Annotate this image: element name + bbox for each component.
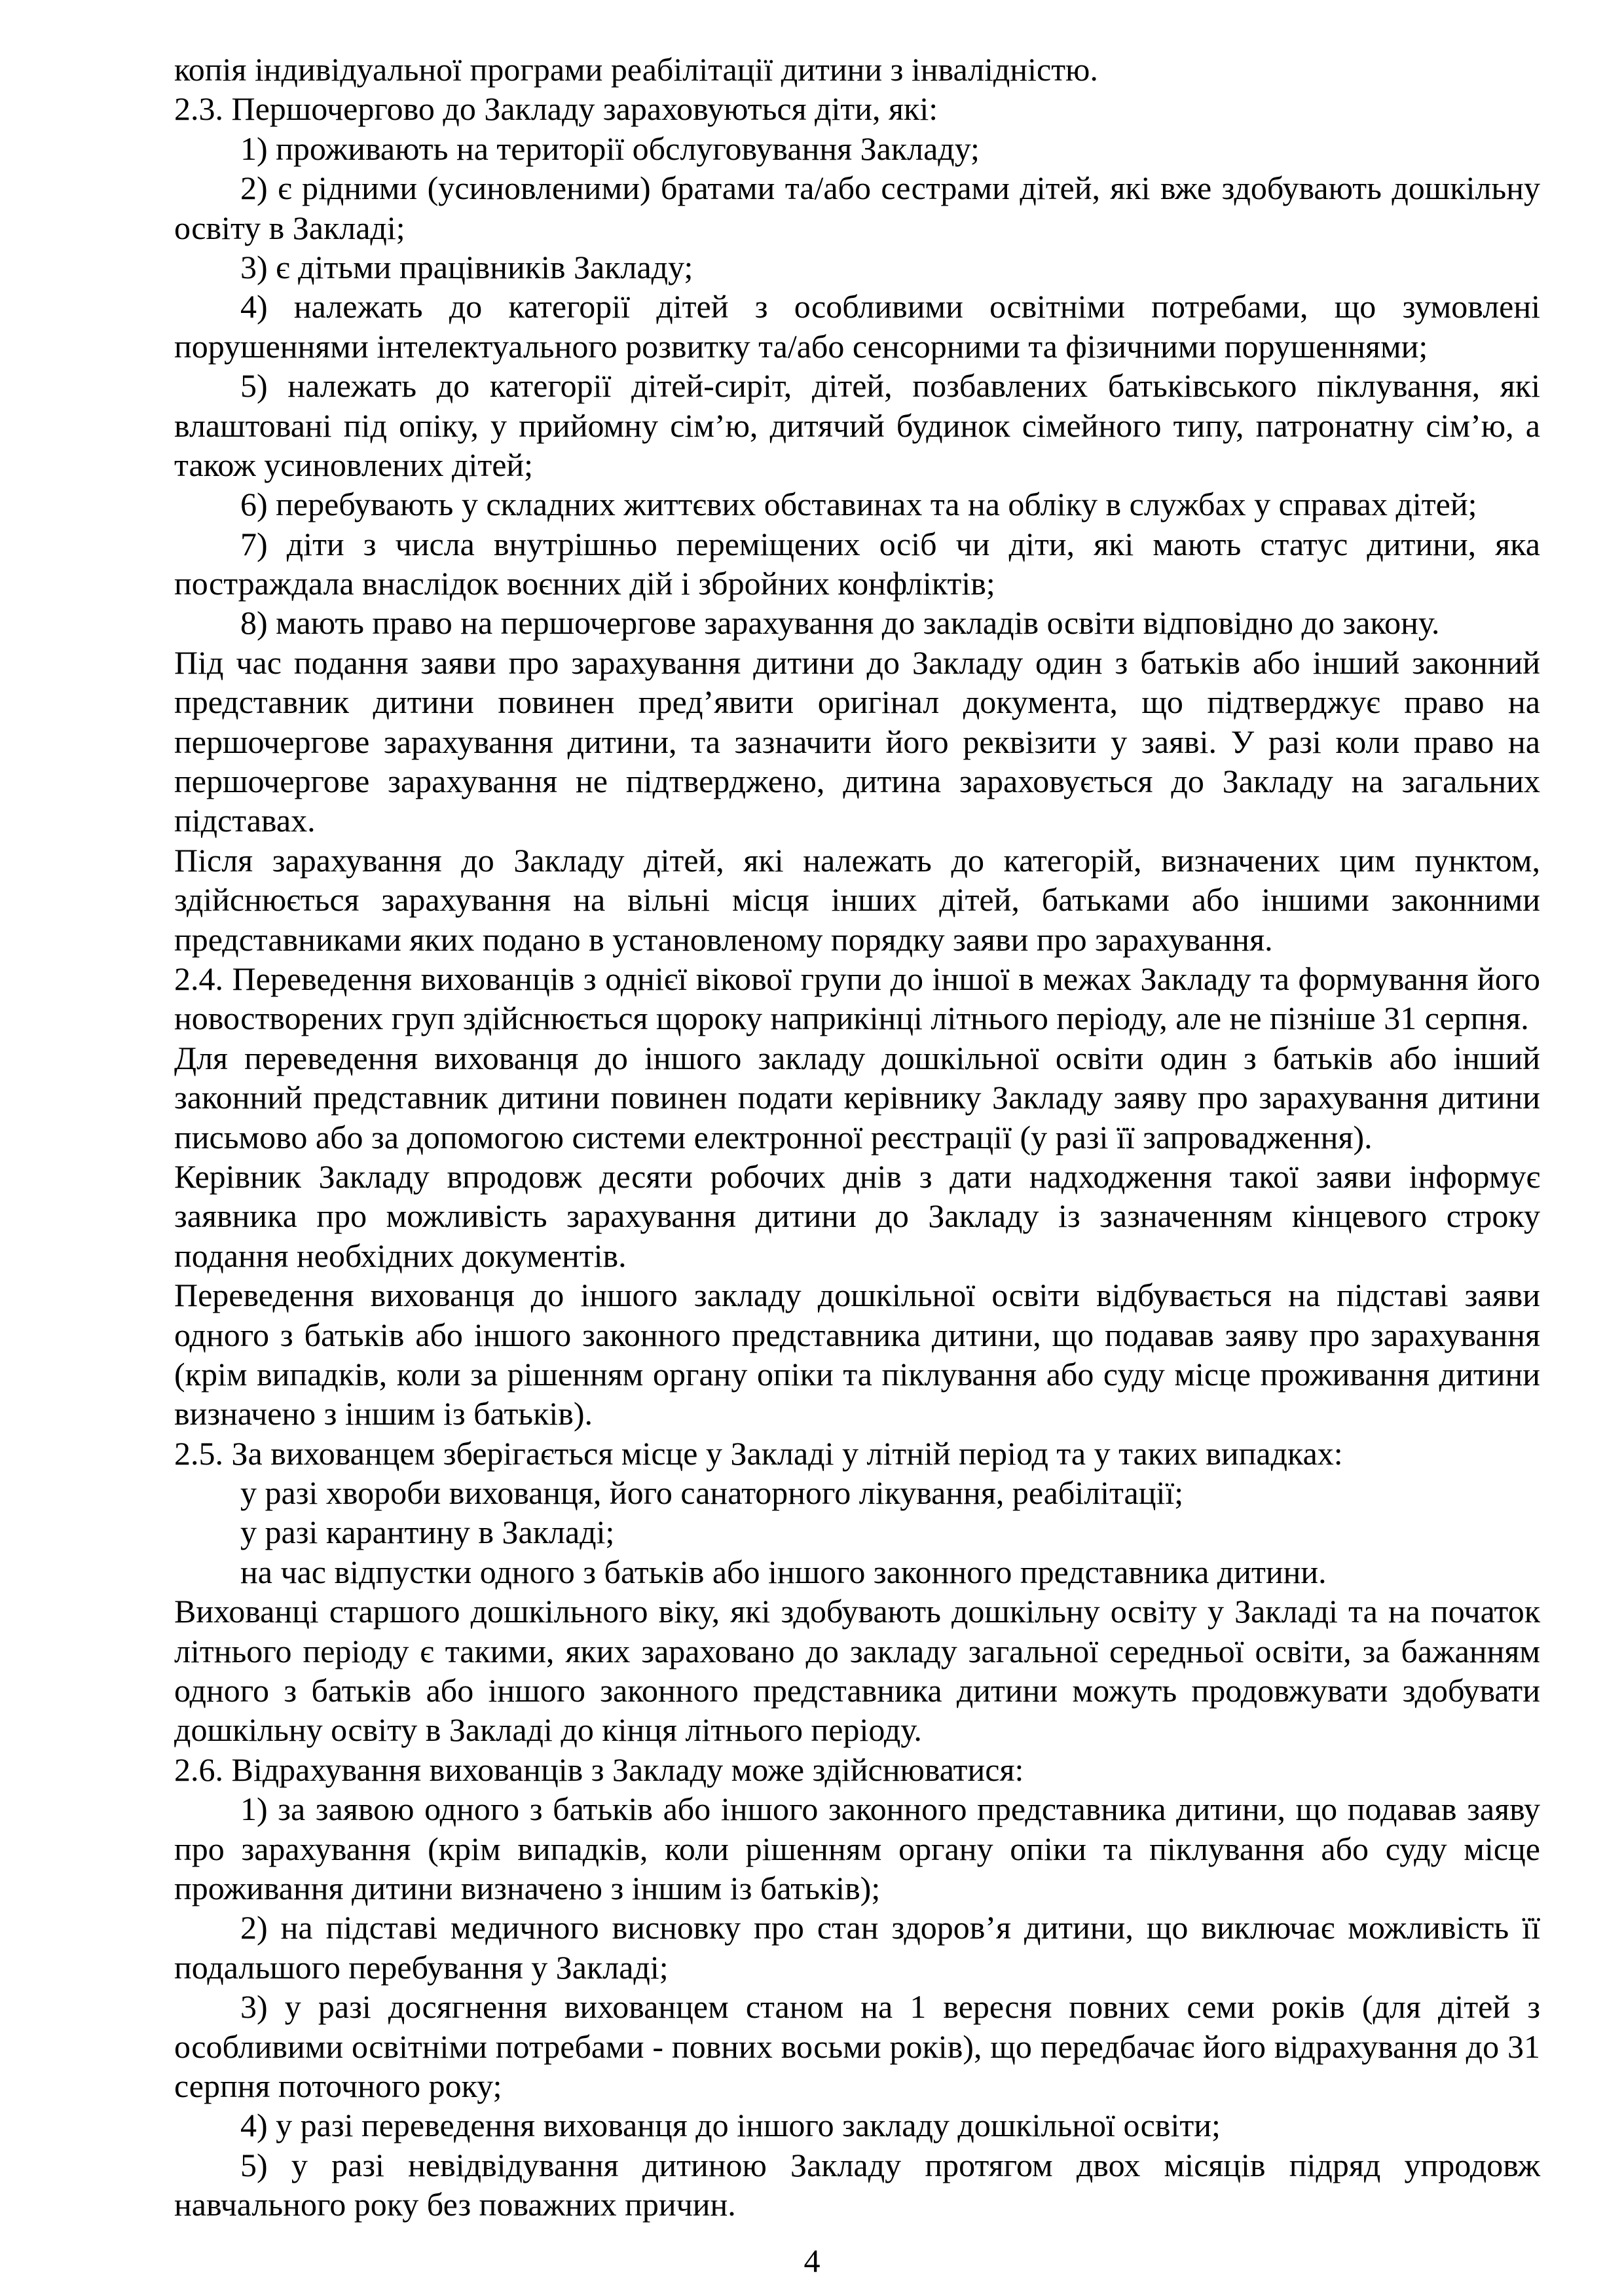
text-line: представник дитини повинен пред’явити оригінал документа, що підтверджує право на (174, 683, 1540, 721)
text-line: також усиновлених дітей; (174, 446, 534, 483)
list-item (174, 168, 1540, 247)
text-line: 4) належать до категорії дітей з особливими освітніми потребами, що зумовлені (240, 288, 1540, 325)
text-line: 5) у разі невідвідування дитиною Закладу протягом двох місяців підряд упродовж (240, 2146, 1540, 2183)
list-item (174, 1908, 1540, 1987)
page-number: 4 (803, 2242, 821, 2279)
text-line: 6) перебувають у складних життєвих обставинах та на обліку в службах у справах дітей; (240, 486, 1477, 523)
list-item (174, 1987, 1540, 2105)
paragraph (174, 1434, 1540, 1473)
paragraph (174, 841, 1540, 959)
text-line: у разі карантину в Закладі; (240, 1514, 615, 1551)
text-line: визначено з іншим із батьків). (174, 1395, 593, 1432)
text-line: 5) належать до категорії дітей-сиріт, дітей, позбавлених батьківського піклування, які (240, 367, 1540, 405)
paragraph (174, 1275, 1540, 1434)
paragraph (174, 1038, 1540, 1157)
text-line: дошкільну освіту в Закладі до кінця літнього періоду. (174, 1711, 922, 1749)
document-body (174, 50, 1540, 2224)
text-line: 2.3. Першочергово до Закладу зараховуються діти, які: (174, 90, 938, 128)
text-line: літнього періоду є такими, яких зараховано до закладу загальної середньої освіти, за бажанням (174, 1632, 1540, 1669)
text-line: подання необхідних документів. (174, 1237, 627, 1274)
text-line: 1) за заявою одного з батьків або іншого законного представника дитини, що подавав заяву (240, 1791, 1540, 1828)
paragraph (174, 50, 1540, 89)
text-line: 3) є дітьми працівників Закладу; (240, 248, 693, 285)
text-line: копія індивідуальної програми реабілітації дитини з інвалідністю. (174, 51, 1098, 88)
text-line: Для переведення вихованця до іншого закладу дошкільної освіти один з батьків або інший (174, 1039, 1540, 1076)
text-line: порушеннями інтелектуального розвитку та/або сенсорними та фізичними порушеннями; (174, 327, 1428, 365)
list-item (174, 2105, 1540, 2145)
text-line: 7) діти з числа внутрішньо переміщених осіб чи діти, які мають статус дитини, яка (240, 525, 1540, 562)
list-item (174, 1473, 1540, 1512)
text-line: Вихованці старшого дошкільного віку, які здобувають дошкільну освіту у Закладі та на початок (174, 1593, 1540, 1630)
text-line: на час відпустки одного з батьків або іншого законного представника дитини. (240, 1553, 1327, 1590)
list-item (174, 603, 1540, 642)
text-line: представниками яких подано в установленому порядку заяви про зарахування. (174, 920, 1273, 958)
list-item (174, 524, 1540, 604)
text-line: 2.4. Переведення вихованців з однієї вікової групи до іншої в межах Закладу та формування його (174, 960, 1540, 997)
text-line: (крім випадків, коли за рішенням органу опіки та піклування або суду місце проживання дитини (174, 1355, 1540, 1393)
text-line: письмово або за допомогою системи електронної реєстрації (у разі її запровадження). (174, 1118, 1373, 1156)
text-line: одного з батьків або іншого законного представника дитини можуть продовжувати здобувати (174, 1672, 1540, 1709)
list-item (174, 247, 1540, 287)
text-line: подальшого перебування у Закладі; (174, 1948, 669, 1986)
list-item (174, 129, 1540, 168)
text-line: 2) є рідними (усиновленими) братами та/або сестрами дітей, які вже здобувають дошкільну (240, 170, 1540, 207)
text-line: першочергове зарахування дитини, та зазначити його реквізити у заяві. У разі коли право на (174, 723, 1540, 760)
text-line: підставах. (174, 802, 316, 839)
paragraph (174, 959, 1540, 1038)
text-line: 4) у разі переведення вихованця до іншого закладу дошкільної освіти; (240, 2107, 1221, 2144)
text-line: постраждала внаслідок воєнних дій і збройних конфліктів; (174, 565, 995, 602)
list-item (174, 1552, 1540, 1592)
text-line: одного з батьків або іншого законного представника дитини, що подавав заяву про зарахування (174, 1316, 1540, 1353)
text-line: Переведення вихованця до іншого закладу дошкільної освіти відбувається на підставі заяви (174, 1277, 1540, 1314)
list-item (174, 287, 1540, 366)
text-line: у разі хвороби вихованця, його санаторного лікування, реабілітації; (240, 1474, 1184, 1512)
text-line: новостворених груп здійснюється щороку наприкінці літнього періоду, але не пізніше 31 серпня. (174, 1000, 1529, 1037)
paragraph (174, 1157, 1540, 1275)
paragraph (174, 643, 1540, 841)
text-line: 3) у разі досягнення вихованцем станом на 1 вересня повних семи років (для дітей з (240, 1988, 1540, 2026)
text-line: заявника про можливість зарахування дитини до Закладу із зазначенням кінцевого строку (174, 1197, 1540, 1235)
list-item (174, 484, 1540, 524)
text-line: законний представник дитини повинен подати керівнику Закладу заяву про зарахування дитини (174, 1079, 1540, 1116)
text-line: здійснюється зарахування на вільні місця інших дітей, батьками або іншими законними (174, 881, 1540, 919)
paragraph (174, 89, 1540, 128)
list-item (174, 1789, 1540, 1908)
paragraph (174, 1592, 1540, 1750)
text-line: 8) мають право на першочергове зарахування до закладів освіти відповідно до закону. (240, 604, 1440, 642)
text-line: 2.6. Відрахування вихованців з Закладу може здійснюватися: (174, 1751, 1024, 1788)
text-line: 2.5. За вихованцем зберігається місце у Закладі у літній період та у таких випадках: (174, 1434, 1343, 1472)
text-line: про зарахування (крім випадків, коли рішенням органу опіки та піклування або суду місце (174, 1830, 1540, 1867)
list-item (174, 1512, 1540, 1552)
text-line: освіту в Закладі; (174, 209, 405, 246)
list-item (174, 366, 1540, 484)
paragraph (174, 1750, 1540, 1789)
text-line: влаштовані під опіку, у прийомну сім’ю, дитячий будинок сімейного типу, патронатну сім’ю, а (174, 407, 1540, 444)
text-line: Після зарахування до Закладу дітей, які належать до категорій, визначених цим пунктом, (174, 841, 1540, 879)
text-line: особливими освітніми потребами - повних восьми років), що передбачає його відрахування до 31 (174, 2028, 1540, 2065)
text-line: 1) проживають на території обслуговування Закладу; (240, 130, 980, 167)
text-line: навчального року без поважних причин. (174, 2186, 736, 2223)
text-line: Керівник Закладу впродовж десяти робочих днів з дати надходження такої заяви інформує (174, 1157, 1540, 1195)
text-line: проживання дитини визначено з іншим із батьків); (174, 1869, 881, 1906)
list-item (174, 2145, 1540, 2225)
text-line: Під час подання заяви про зарахування дитини до Закладу один з батьків або інший законний (174, 644, 1540, 681)
text-line: 2) на підставі медичного висновку про стан здоров’я дитини, що виключає можливість її (240, 1909, 1540, 1946)
text-line: першочергове зарахування не підтверджено, дитина зараховується до Закладу на загальних (174, 763, 1540, 800)
text-line: серпня поточного року; (174, 2067, 502, 2104)
